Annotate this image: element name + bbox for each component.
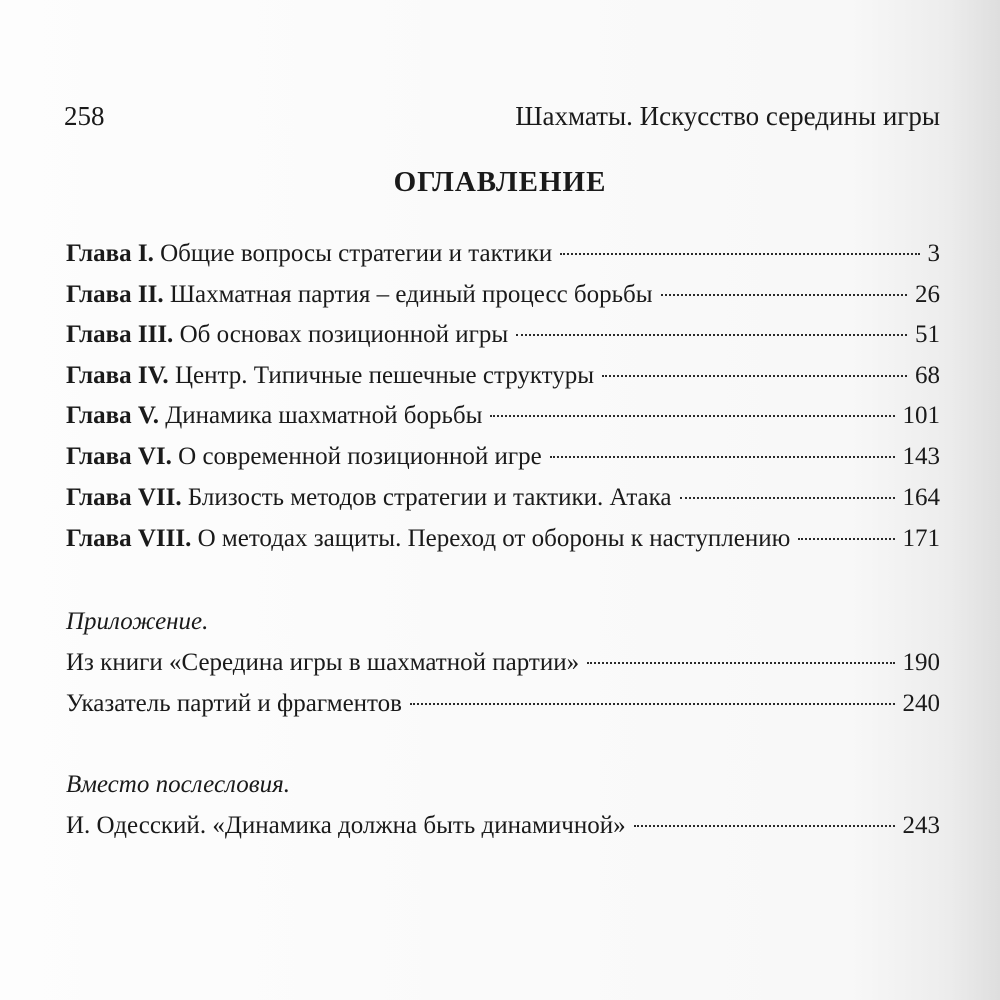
toc-entry-label: Указатель партий и фрагментов [66,690,402,717]
toc-page-number: 26 [915,281,940,308]
toc-entry-appendix-2 [66,686,940,722]
toc-page-number: 143 [902,443,940,470]
dot-leader [516,334,907,336]
toc-entry-label: И. Одесский. «Динамика должна быть динамичной» [66,812,626,839]
toc-entry-label: Из книги «Середина игры в шахматной партии» [66,649,580,676]
toc-entry-chapter-8 [66,521,940,557]
toc-entry-label [66,439,542,475]
page-header [64,96,940,136]
dot-leader [550,456,895,458]
chapter-title: Динамика шахматной борьбы [158,402,483,429]
toc-page-number: 171 [902,525,940,552]
toc-entry-label [66,277,653,313]
toc-entry-label [66,317,508,353]
chapter-prefix: Глава II. [66,281,164,308]
chapter-prefix: Глава V. [66,402,159,429]
chapter-prefix: Глава VI. [66,443,172,470]
dot-leader [560,253,919,255]
toc-page-number: 190 [902,649,940,676]
toc-entry-label [66,398,482,434]
toc-page-number: 101 [902,402,940,429]
chapter-prefix: Глава I. [66,240,154,267]
dot-leader [602,375,907,377]
toc-entry-chapter-1 [66,236,940,272]
chapter-title: Общие вопросы стратегии и тактики [153,240,553,267]
chapter-title: Об основах позиционной игры [173,321,509,348]
page-number: 258 [64,101,105,131]
toc-heading: ОГЛАВЛЕНИЕ [393,166,607,198]
chapter-title: Центр. Типичные пешечные структуры [168,362,595,389]
running-title: Шахматы. Искусство середины игры [515,101,940,131]
toc-entry-chapter-4 [66,358,940,394]
chapter-prefix: Глава III. [66,321,174,348]
chapter-prefix: Глава IV. [66,362,169,389]
dot-leader [587,662,894,664]
toc-entry-label [66,521,790,557]
chapter-title: О методах защиты. Переход от обороны к наступлению [191,525,791,552]
toc-page-number: 68 [915,362,940,389]
toc-page-number: 164 [902,484,940,511]
toc-entry-afterword-1 [66,808,940,844]
dot-leader [661,294,907,296]
chapter-prefix: Глава VIII. [66,525,192,552]
toc-page-number: 240 [902,690,940,717]
dot-leader [634,825,895,827]
toc-page-number: 243 [902,812,940,839]
toc-entry-chapter-2 [66,277,940,313]
chapter-title: Близость методов стратегии и тактики. Атака [181,484,672,511]
appendix-label: Приложение. [66,608,209,635]
toc-entry-chapter-3 [66,317,940,353]
toc-page-number: 3 [927,240,940,267]
afterword-label: Вместо послесловия. [66,771,290,798]
toc-entry-label [66,236,552,272]
dot-leader [490,415,894,417]
toc-entry-chapter-7 [66,480,940,516]
chapter-prefix: Глава VII. [66,484,182,511]
toc-entry-label [66,358,594,394]
toc-entry-label [66,480,672,516]
chapter-title: Шахматная партия – единый процесс борьбы [163,281,653,308]
dot-leader [410,703,895,705]
toc-entry-appendix-1 [66,645,940,681]
toc-page-number: 51 [915,321,940,348]
chapter-title: О современной позиционной игре [171,443,542,470]
toc-entry-chapter-5 [66,398,940,434]
toc-entry-chapter-6 [66,439,940,475]
dot-leader [798,538,894,540]
dot-leader [680,497,895,499]
